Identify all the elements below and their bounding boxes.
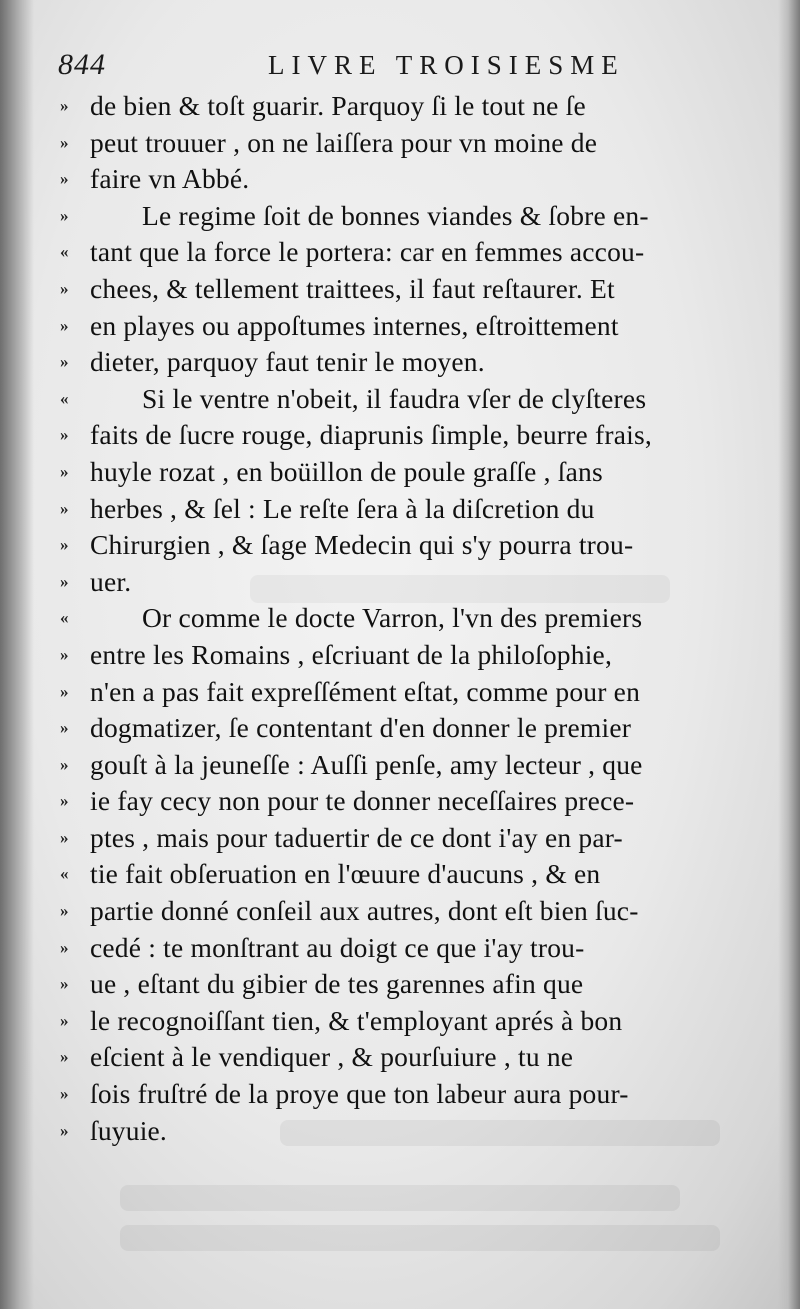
- text-line: [60, 234, 760, 271]
- line-text: uer.: [90, 565, 132, 597]
- text-line: [60, 1113, 760, 1150]
- page-edge-shadow: [778, 0, 800, 1309]
- text-line: [60, 1003, 760, 1040]
- quotation-mark: »: [60, 571, 69, 591]
- quotation-mark: «: [60, 388, 69, 408]
- text-line: [60, 1039, 760, 1076]
- line-text: eſcient à le vendiquer , & pourſuiure , tu ne: [90, 1041, 574, 1073]
- line-text: n'en a pas fait expreſſément eſtat, comme pour en: [90, 675, 641, 707]
- line-text: de bien & toſt guarir. Parquoy ſi le tout ne ſe: [90, 90, 586, 121]
- page-binding-shadow: [0, 0, 34, 1309]
- quotation-mark: »: [60, 718, 69, 738]
- line-text: ſois fruſtré de la proye que ton labeur aura pour-: [90, 1078, 629, 1110]
- text-line: [60, 1076, 760, 1113]
- text-line: [60, 600, 760, 637]
- line-text: Le regime ſoit de bonnes viandes & ſobre en-: [142, 199, 649, 231]
- line-text: Or comme le docte Varron, l'vn des premiers: [142, 602, 643, 634]
- text-line: [60, 747, 760, 784]
- quotation-mark: »: [60, 352, 69, 372]
- text-line: [60, 491, 760, 528]
- line-text: Chirurgien , & ſage Medecin qui s'y pourra trou-: [90, 529, 634, 561]
- text-line: [60, 820, 760, 857]
- line-text: entre les Romains , eſcriuant de la philoſophie,: [90, 638, 613, 670]
- text-line: [60, 930, 760, 967]
- text-line: [60, 783, 760, 820]
- text-line: [60, 308, 760, 345]
- quotation-mark: »: [60, 1047, 69, 1067]
- quotation-mark: »: [60, 937, 69, 957]
- line-text: dieter, parquoy faut tenir le moyen.: [90, 346, 485, 378]
- text-line: [60, 454, 760, 491]
- text-line: [60, 856, 760, 893]
- line-text: ſuyuie.: [90, 1114, 168, 1146]
- line-text: en playes ou appoſtumes internes, eſtroittement: [90, 309, 619, 341]
- text-line: [60, 198, 760, 235]
- quotation-mark: »: [60, 425, 69, 445]
- running-head: LIVRE TROISIESME: [268, 50, 625, 80]
- quotation-mark: »: [60, 96, 69, 115]
- quotation-mark: »: [60, 315, 69, 335]
- text-line: [60, 710, 760, 747]
- text-line: [60, 344, 760, 381]
- quotation-mark: »: [60, 1084, 69, 1104]
- text-line: [60, 417, 760, 454]
- page-header: [58, 48, 748, 88]
- text-line: [60, 674, 760, 711]
- text-line: [60, 564, 760, 601]
- quotation-mark: »: [60, 681, 69, 701]
- text-line: [60, 125, 760, 162]
- line-text: dogmatizer, ſe contentant d'en donner le premier: [90, 712, 632, 744]
- line-text: Si le ventre n'obeit, il faudra vſer de clyſteres: [142, 382, 647, 414]
- text-line: [60, 88, 760, 125]
- line-text: tie fait obſeruation en l'œuure d'aucuns , & en: [90, 858, 601, 890]
- quotation-mark: «: [60, 608, 69, 628]
- quotation-mark: »: [60, 1120, 69, 1140]
- line-text: huyle rozat , en boüillon de poule graſſe , ſans: [90, 455, 603, 487]
- quotation-mark: »: [60, 901, 69, 921]
- quotation-mark: «: [60, 864, 69, 884]
- text-line: [60, 381, 760, 418]
- page-number: 844: [58, 48, 106, 81]
- quotation-mark: »: [60, 791, 69, 811]
- quotation-mark: »: [60, 754, 69, 774]
- quotation-mark: »: [60, 974, 69, 994]
- text-line: [60, 637, 760, 674]
- quotation-mark: «: [60, 242, 69, 262]
- line-text: ie fay cecy non pour te donner neceſſaires prece-: [90, 785, 635, 817]
- quotation-mark: »: [60, 278, 69, 298]
- line-text: chees, & tellement traittees, il faut reſtaurer. Et: [90, 272, 615, 304]
- text-line: [60, 527, 760, 564]
- quotation-mark: »: [60, 535, 69, 555]
- line-text: cedé : te monſtrant au doigt ce que i'ay trou-: [90, 931, 585, 963]
- line-text: le recognoiſſant tien, & t'employant aprés à bon: [90, 1004, 623, 1036]
- line-text: ptes , mais pour taduertir de ce dont i'ay en par-: [90, 821, 623, 853]
- line-text: herbes , & ſel : Le reſte ſera à la diſcretion du: [90, 492, 595, 524]
- line-text: faits de ſucre rouge, diaprunis ſimple, beurre frais,: [90, 419, 652, 451]
- quotation-mark: »: [60, 644, 69, 664]
- text-line: [60, 161, 760, 198]
- line-text: tant que la force le portera: car en femmes accou-: [90, 236, 645, 268]
- text-line: [60, 893, 760, 930]
- line-text: peut trouuer , on ne laiſſera pour vn moine de: [90, 126, 598, 158]
- text-line: [60, 271, 760, 308]
- quotation-mark: »: [60, 169, 69, 189]
- show-through-smudge: [120, 1185, 680, 1211]
- line-text: partie donné conſeil aux autres, dont eſt bien ſuc-: [90, 895, 639, 927]
- text-line: [60, 966, 760, 1003]
- quotation-mark: »: [60, 461, 69, 481]
- quotation-mark: »: [60, 205, 69, 225]
- quotation-mark: »: [60, 498, 69, 518]
- body-text: [60, 88, 760, 1149]
- quotation-mark: »: [60, 132, 69, 152]
- line-text: gouſt à la jeuneſſe : Auſſi penſe, amy lecteur , que: [90, 748, 643, 780]
- line-text: ue , eſtant du gibier de tes garennes afin que: [90, 968, 584, 1000]
- quotation-mark: »: [60, 1010, 69, 1030]
- quotation-mark: »: [60, 827, 69, 847]
- show-through-smudge: [120, 1225, 720, 1251]
- line-text: faire vn Abbé.: [90, 163, 250, 195]
